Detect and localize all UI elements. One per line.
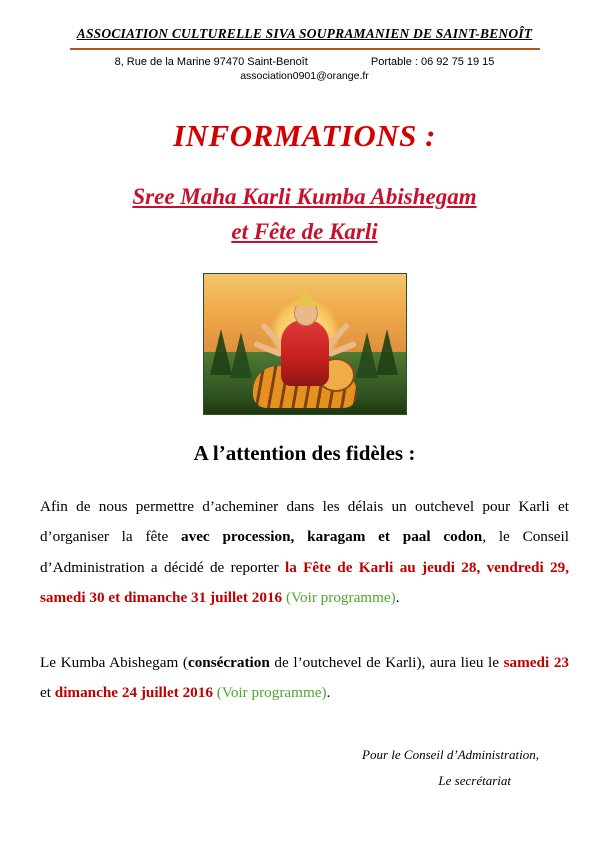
p2-see-program-link: (Voir programme) [216,684,327,702]
p1-bold1: avec procession, karagam et paal codon [181,528,483,546]
signature-line-2: Le secrétariat [438,773,511,789]
p2-part5: . [326,684,331,702]
p2-bold1: consécration [187,653,270,671]
p2-red-date-2: dimanche 24 juillet 2016 [54,684,217,702]
deity-illustration [203,273,407,415]
p1-red-dates: la Fête de Karli au jeudi 28, vendredi 29, samedi 30 et dimanche 31 juillet 2016 [40,558,569,607]
phone-text: Portable : 06 92 75 19 15 [370,56,495,68]
subtitle-line-1: Sree Maha Karli Kumba Abishegam [132,184,477,209]
p2-red-date-1: samedi 23 [503,653,570,671]
illustration-tree [230,332,252,378]
header-divider [70,48,540,50]
p2-part3: ), aura lieu le [416,653,504,671]
subtitle-line-2: et Fête de Karli [231,218,378,244]
organisation-title: ASSOCIATION CULTURELLE SIVA SOUPRAMANIEN DE SAINT-BENOÎT [76,26,533,41]
p2-part4: et [40,684,55,702]
paragraph-festival [34,492,575,614]
attention-heading: A l’attention des fidèles : [193,441,416,465]
p1-part1: Afin de nous permettre d’acheminer dans les délais un outchevel pour Karli et d’organiser la fête [40,498,569,546]
p1-part2: , le Conseil d’Administration a décidé de reporter [40,528,569,576]
p1-see-program-link: (Voir programme) [285,589,396,607]
p2-part1: Le Kumba Abishegam ( [40,653,188,671]
illustration-tree [210,329,232,375]
illustration-tree [356,332,378,378]
contact-line [34,56,575,68]
signature-line-1: Pour le Conseil d’Administration, [362,747,539,763]
illustration-deity-crown [293,290,317,306]
subtitle [34,180,575,249]
page-title: INFORMATIONS : [173,118,436,153]
paragraph-kumba-abishegam [34,648,575,709]
address-text: 8, Rue de la Marine 97470 Saint-Benoît [114,56,308,68]
p2-part2: de l’outchevel de Karli [269,653,417,671]
illustration-tree [376,329,398,375]
illustration-deity-body [281,320,329,386]
email-text: association0901@orange.fr [240,70,369,82]
signature-block [34,742,575,794]
p1-part3: . [395,589,400,607]
